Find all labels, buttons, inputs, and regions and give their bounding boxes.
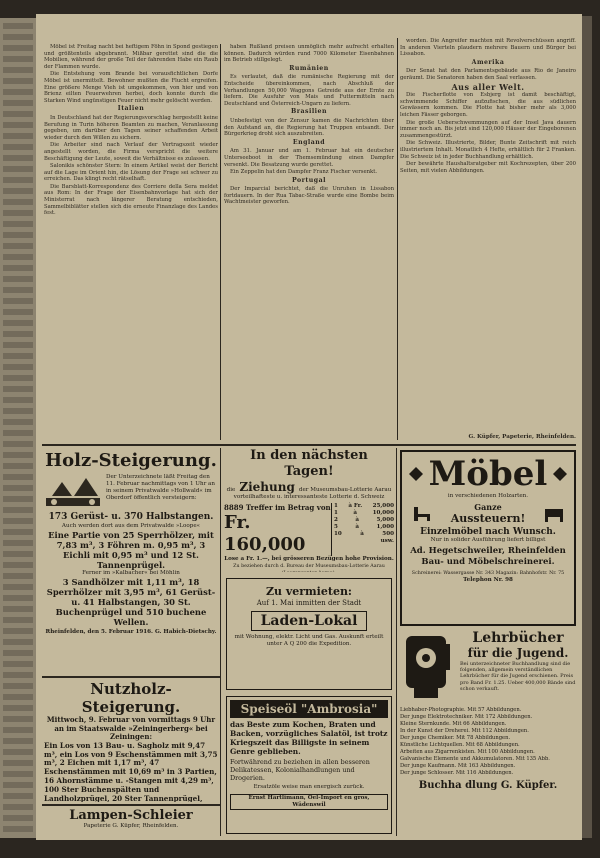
- prize-count: 8889 Treffer im Betrag von: [224, 503, 331, 512]
- ad-text: Fortwährend zu beziehen in allen besseren Delikatessen, Kolonialhandlungen und Drogerien.: [230, 758, 370, 782]
- ad-headline: Laden-Lokal: [251, 611, 367, 631]
- chair-icon: [411, 505, 433, 523]
- article-paragraph: worden. Die Angreifer machten mit Revolverschüssen angriff. In anderen Vierteln plaudern mehrere Bauern und Bürger bei Lissabon.: [400, 38, 576, 58]
- section-heading: Rumänien: [289, 64, 329, 72]
- ad-subtitle: Papeterie G. Küpfer, Rheinfelden.: [83, 823, 179, 829]
- article-paragraph: Die Arbeiter sind nach Verlauf der Vertragszeit wieder angestellt worden, die Firma verspricht die weitere Beschäftigung der Leute, soweit die Verhältnisse es zulassen.: [44, 142, 218, 162]
- book-item: Künstliche Lichtquellen. Mit 68 Abbildungen.: [400, 742, 520, 748]
- ad-line: Eine Partie von 25 Sperrhölzer, mit 7,83 m³, 3 Föhren m. 0,95 m³, 3 Eichli mit 0,95 m³ und 12 St. Tannenprügel.: [48, 530, 214, 570]
- company-trade: Bau- und Möbelschreinerei.: [421, 557, 555, 567]
- prize-etc: usw.: [380, 538, 394, 544]
- ad-title: Holz-Steigerung.: [45, 450, 217, 471]
- ad-text: vorteilhafteste u. interessanteste Lotterie d. Schweiz: [233, 494, 385, 500]
- telephone-apparatus-icon: [400, 630, 456, 704]
- book-item: Der junge Kaufmann. Mit 163 Abbildungen.: [400, 763, 516, 769]
- article-paragraph: Die große Ueberschwemmungen auf der Insel Java dauern immer noch an. Bis jetzt sind 120,000 Häuser der Eingeborenen zusammengestürzt.: [400, 119, 576, 139]
- ad-title: Nutzholz-Steigerung.: [81, 680, 181, 716]
- ad-divider: [42, 804, 220, 806]
- column-divider: [397, 38, 398, 440]
- section-heading: Portugal: [292, 176, 326, 184]
- ad-text: Auf 1. Mai inmitten der Stadt: [256, 599, 362, 607]
- section-heading: Italien: [117, 105, 145, 113]
- book-item: In der Kunst der Dreherei. Mit 112 Abbildungen.: [400, 728, 529, 734]
- company-phone: Telephon Nr. 98: [463, 577, 513, 583]
- prize-total: Fr. 160,000: [224, 512, 306, 555]
- diamond-ornament-icon: [409, 467, 423, 481]
- ad-text: mit Wohnung, elektr. Licht und Gas. Auskunft erteilt unter A Q 200 die Expedition.: [234, 633, 384, 647]
- previous-page-edge: [0, 18, 37, 838]
- speiseoel-ad: [226, 696, 392, 834]
- ad-title: Speiseöl "Ambrosia": [230, 700, 388, 718]
- ad-body: das Beste zum Kochen, Braten und Backen, vorzügliches Salatöl, ist trotz Kriegszeit das Billigste in seinem Genre geblieben.: [230, 720, 388, 756]
- article-paragraph: Der bewährte Haushaltsratgeber mit Kochrezepten, über 200 Seiten, mit vielen Abbildungen.: [400, 161, 576, 174]
- ad-intro: Der Unterzeichnete läßt Freitag den 11. Februar nachmittags von 1 Uhr an in seinem Privatwalde »Hollwald« im Oberdorf öffentlich versteigern:: [106, 474, 215, 501]
- ad-line: 173 Gerüst- u. 370 Halbstangen.: [48, 512, 214, 522]
- section-heading: England: [292, 138, 326, 146]
- ad-title: für die Jugend.: [467, 646, 569, 660]
- ad-text: Ganze: [474, 502, 502, 512]
- prize-row: 2 à 5,000: [334, 517, 394, 523]
- ad-headline: In den nächsten Tagen!: [250, 448, 368, 479]
- book-item: Arbeiten aus Zigarrenkisten. Mit 100 Abbildungen.: [400, 749, 535, 755]
- news-column-3: [400, 38, 576, 428]
- logging-illustration-icon: [44, 474, 102, 510]
- rental-ad: [226, 578, 392, 690]
- book-item: Liebhaber-Photographie. Mit 57 Abbildungen.: [400, 707, 522, 713]
- page-shadow: [582, 16, 592, 838]
- ad-text: in verschiedenen Holzarten.: [447, 493, 529, 499]
- news-column-2: [224, 44, 394, 444]
- article-paragraph: Die Schweiz. Illustrierte, Bilder, Bunte Zeitschrift mit reich illustriertem Inhalt. Monatlich 4 Hefte, erhältlich für 2 Franken. Die Schweiz ist in jeder Buchhandlung erhältlich.: [400, 140, 576, 160]
- article-paragraph: Der Senat hat den Parlamentsgebäude aus Rio de Janeiro geräumt. Die Senatoren haben den Saal verlassen.: [400, 68, 576, 81]
- article-paragraph: haben Rußland preisen unmöglich mehr aufrecht erhalten können. Dadurch würden rund 7000 Kilometer Eisenbahnen im Betrieb stillgelegt.: [224, 44, 394, 64]
- article-paragraph: Unbefestigt von der Zensur kamen die Nachrichten über den Aufstand an, die Regierung hat Truppen entsandt. Der Bürgerkrieg droht sich auszubreiten.: [224, 117, 394, 138]
- nutzholz-steigerung-ad: [44, 680, 218, 802]
- ad-note: Ferner im »Kalbacher« bei Möhlin: [82, 570, 180, 576]
- column-divider: [396, 448, 397, 836]
- armchair-icon: [543, 505, 565, 523]
- book-item: Galvanische Elemente und Akkumulatoren. Mit 135 Abb.: [400, 756, 550, 762]
- ad-text: der Museumsbau-Lotterie Aarau: [298, 487, 392, 493]
- prize-row: 10 à 500: [334, 531, 394, 537]
- draw-label: Ziehung: [239, 480, 295, 494]
- ad-title: Möbel: [428, 454, 548, 494]
- article-paragraph: Am 31. Januar und am 1. Februar hat ein deutscher Unterseeboot in der Themsemündung einen Dampfer versenkt. Die Besatzung wurde gerettet.: [224, 148, 394, 168]
- article-paragraph: Möbel ist Freitag nacht bei heftigem Föhn in Spond gestiegen und größtenteils abgebrannt. Mißbar gerettet sind die die Mobilien, während der große Teil der fahrenden Habe ein Raub der Flammen wurde.: [44, 44, 218, 70]
- article-paragraph: Die Entstehung vom Brande bei vorausfichtlichen Dorfe Möbel ist unermittelt. Bewohner mußten die Flucht ergreifen. Eine größere Menge Vieh ist umgekommen, von hier und von Brienz eilten Feuerwehren herbei, doch konnte durch die Starken Wind ungünstigen Feuer nicht mehr gelöscht werden.: [44, 71, 218, 104]
- article-paragraph: In Deutschland hat der Regierungsvorschlag hergestellt keine Berufung in Turin höheren Beamten zu machen, Veranlassung gegeben, um darüber den Tagen seiner schaffenden Arbeit wieder durch den Willen zu sichern.: [44, 114, 218, 141]
- diamond-ornament-icon: [553, 467, 567, 481]
- book-item: Der junge Elektrotechniker. Mit 172 Abbildungen.: [400, 714, 533, 720]
- ad-body: Ein Los von 13 Bau- u. Sagholz mit 9,47 m³, ein Los von 9 Eschenstämmen mit 3,75 m³, 2 Eichen mit 1,17 m³, 47 Eschenstämmen mit 10,69 m³ in 3 Partien, 16 Ahornstämme u. -Stangen mit 4,29 m³, 100 Ster Buchenspälten und Landholzprügel, 20 Ster Tannenprügel,: [44, 740, 218, 802]
- ad-title: Zu vermieten:: [266, 585, 352, 598]
- book-item: Kleine Sternkunde. Mit 66 Abbildungen.: [400, 721, 507, 727]
- ad-footer: Buchha dlung G. Küpfer.: [418, 780, 558, 791]
- ad-note: Auch werden dort aus dem Privatwalde »Loope«: [61, 523, 201, 529]
- book-item: Der junge Schlosser. Mit 116 Abbildungen.: [400, 770, 514, 776]
- newspaper-sheet: [36, 14, 582, 840]
- moebel-ad: [400, 450, 576, 626]
- ad-text: Aussteuern!: [450, 512, 526, 525]
- ad-intro: Mittwoch, 9. Februar von vormittags 9 Uhr an im Staatswalde »Zeiningerberg« bei Zeiningen:: [46, 715, 216, 742]
- lehrbuecher-ad: [400, 630, 576, 836]
- column-divider: [220, 448, 221, 836]
- article-paragraph: Salonikis schönster Stern: In einem Artikel weist der Bericht auf die Lage im Orient hin, die Lösung der Frage sei schwer zu erreichen. Das klingt recht rätselhaft.: [44, 163, 218, 183]
- ad-title: Lampen-Schleier: [69, 808, 193, 823]
- ad-line: 3 Sandhölzer mit 1,11 m³, 18 Sperrhölzer mit 3,95 m³, 61 Gerüst- u. 41 Halbstangen, 30 St. Buchenprügel und 510 buchene Wellen.: [46, 577, 216, 627]
- article-paragraph: Es verlautet, daß die rumänische Regierung mit der Entscheide übereinkommen, nach Abschluß der Verhandlungen 50,000 Waggons Getreide aus der Ernte zu liefern. Die Ausfuhr von Mais und Futtermitteln nach Deutschland und Österreich-Ungarn zu liefern.: [224, 74, 394, 107]
- ad-intro: Bei unterzeichneter Buchhandlung sind die folgenden, allgemein verständlichen Lehrbücher für die Jugend erschienen. Preis pro Band Fr. 1.25. Ueber 400,000 Bände sind schon verkauft.: [460, 661, 576, 692]
- company-address: Schreinerei: Wassergasse Nr. 343 Magazin: Bahnhofstr. Nr. 75: [411, 571, 565, 576]
- column-signature: G. Küpfer, Papeterie, Rheinfelden.: [468, 434, 576, 440]
- prize-row: 5 à 1,000: [334, 524, 394, 530]
- section-heading: Brasilien: [291, 108, 327, 116]
- ad-footer: Rheinfelden, den 5. Februar 1916. G. Habich-Dietschy.: [45, 629, 217, 635]
- ticket-price: Lose a Fr. 1.—, bei grösseren Bezügen hohe Provision.: [224, 556, 394, 562]
- ad-section-divider: [42, 444, 576, 446]
- ticket-source: Zu beziehen durch d. Bureau der Museumsbau-Lotterie Aarau: [233, 564, 385, 569]
- lampen-schleier-ad: [44, 808, 218, 836]
- company-name: Ad. Hegetschweiler, Rheinfelden: [410, 546, 566, 556]
- article-paragraph: Ein Zeppelin hat den Dampfer Franz Fischer versenkt.: [230, 169, 378, 176]
- ad-footer: Ernst Härtlimann, Oel-Import en gros, Wädenswil: [230, 794, 388, 810]
- ad-note: Ersatzöle weise man energisch zurück.: [253, 784, 365, 790]
- lottery-ad: [224, 448, 394, 572]
- holz-steigerung-ad: [44, 448, 218, 674]
- ad-title: Lehrbücher: [472, 630, 564, 646]
- prize-row: 1 à Fr. 25,000: [334, 503, 394, 509]
- ad-text: die: [226, 487, 236, 493]
- column-divider: [220, 44, 221, 440]
- news-column-1: [44, 44, 218, 444]
- article-paragraph: Die Fischerflotte von Esbjerg ist damit beschäftigt, schwimmende Schiffer aufzufischen, die aus südlichen Gewässern kommen. Die Flotte hat bisher mehr als 3,000 leichen Fässer geborgen.: [400, 92, 576, 118]
- section-heading: Aus aller Welt.: [451, 81, 525, 92]
- section-heading: Amerika: [471, 58, 505, 66]
- ad-divider: [42, 676, 220, 678]
- article-paragraph: Die Barsblatt-Korrespondenz des Corriere della Sera meldet aus Rom: In der Frage der Eisenbahnvorlage hat sich der Ministerrat nach längerer Beratung entschieden, Sammelbiblätter stellen sich die erneute Finanzlage des Landes fest.: [44, 183, 218, 217]
- ad-text: Nur in solider Ausführung liefert billigst: [430, 537, 546, 543]
- article-paragraph: Der Imparcial berichtet, daß die Unruhen in Lissabon fortdauern. In der Rua Tabac-Straße wurde eine Bombe beim Wachtmeister geworfen.: [224, 186, 394, 206]
- ad-text: Einzelmöbel nach Wunsch.: [420, 527, 556, 537]
- book-item: Der junge Chemiker. Mit 78 Abbildungen.: [400, 735, 511, 741]
- prize-row: 1 à 10,000: [334, 510, 394, 516]
